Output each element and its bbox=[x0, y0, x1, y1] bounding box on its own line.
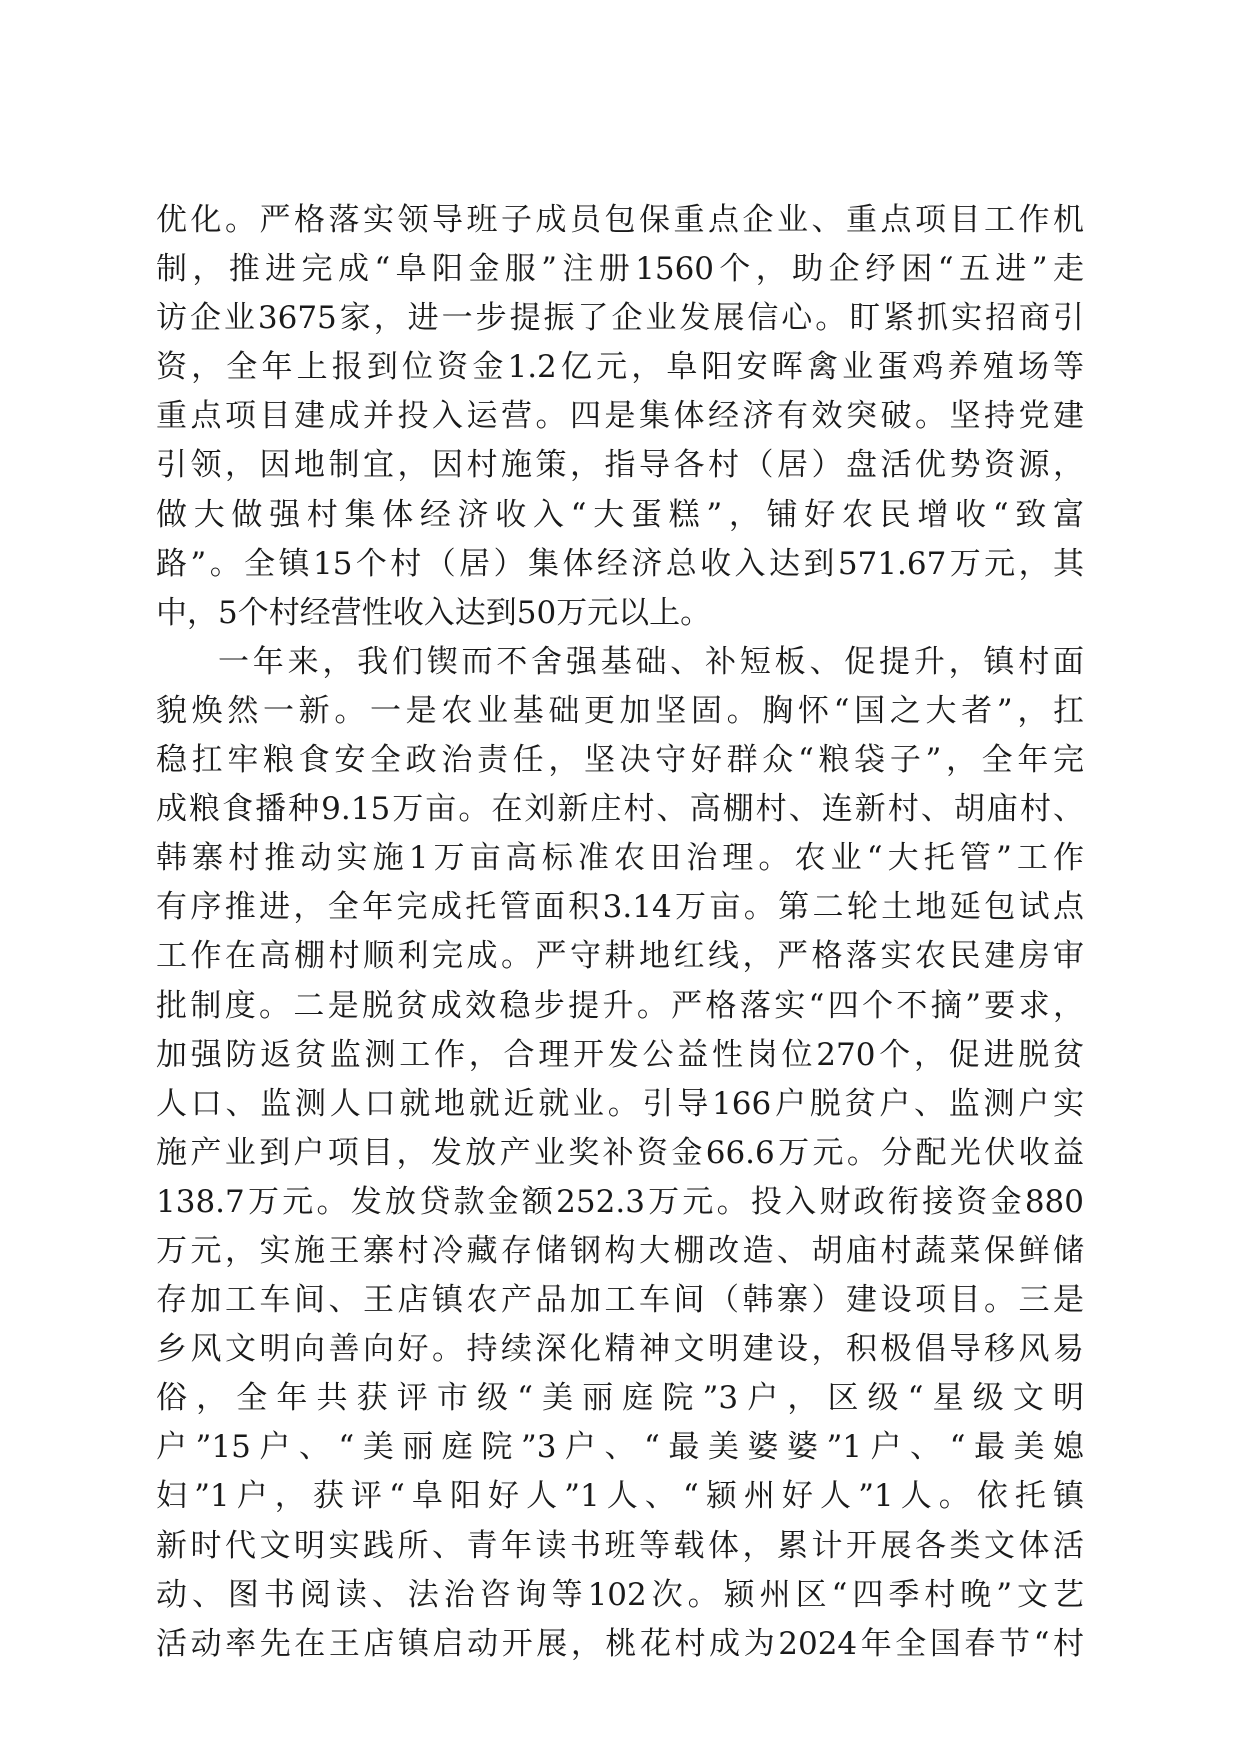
text-line: 重点项目建成并投入运营。四是集体经济有效突破。坚持党建 bbox=[156, 398, 1084, 435]
text-line: 制，推进完成“阜阳金服”注册1560个，助企纾困“五进”走 bbox=[156, 251, 1084, 288]
text-line: 韩寨村推动实施1万亩高标准农田治理。农业“大托管”工作 bbox=[156, 840, 1084, 877]
text-line: 工作在高棚村顺利完成。严守耕地红线，严格落实农民建房审 bbox=[156, 938, 1084, 975]
text-line: 稳扛牢粮食安全政治责任，坚决守好群众“粮袋子”，全年完 bbox=[156, 742, 1084, 779]
text-line: 成粮食播种9.15万亩。在刘新庄村、高棚村、连新村、胡庙村、 bbox=[156, 791, 1084, 828]
text-line: 加强防返贫监测工作，合理开发公益性岗位270个，促进脱贫 bbox=[156, 1036, 1084, 1073]
text-line: 访企业3675家，进一步提振了企业发展信心。盯紧抓实招商引 bbox=[156, 300, 1084, 337]
text-line: 路”。全镇15个村（居）集体经济总收入达到571.67万元，其 bbox=[156, 545, 1084, 582]
text-line: 资，全年上报到位资金1.2亿元，阜阳安晖禽业蛋鸡养殖场等 bbox=[156, 349, 1084, 386]
text-line: 一年来，我们锲而不舍强基础、补短板、促提升，镇村面 bbox=[218, 643, 1084, 680]
text-line: 存加工车间、王店镇农产品加工车间（韩寨）建设项目。三是 bbox=[156, 1282, 1084, 1319]
text-line: 万元，实施王寨村冷藏存储钢构大棚改造、胡庙村蔬菜保鲜储 bbox=[156, 1232, 1084, 1269]
text-line: 引领，因地制宜，因村施策，指导各村（居）盘活优势资源， bbox=[156, 447, 1084, 484]
text-line: 有序推进，全年完成托管面积3.14万亩。第二轮土地延包试点 bbox=[156, 889, 1084, 926]
text-line: 活动率先在王店镇启动开展，桃花村成为2024年全国春节“村 bbox=[156, 1625, 1084, 1662]
text-line: 妇”1户，获评“阜阳好人”1人、“颍州好人”1人。依托镇 bbox=[156, 1478, 1084, 1515]
text-line: 乡风文明向善向好。持续深化精神文明建设，积极倡导移风易 bbox=[156, 1331, 1084, 1368]
text-line: 户”15户、“美丽庭院”3户、“最美婆婆”1户、“最美媳 bbox=[156, 1429, 1084, 1466]
text-line: 施产业到户项目，发放产业奖补资金66.6万元。分配光伏收益 bbox=[156, 1134, 1084, 1171]
text-line: 优化。严格落实领导班子成员包保重点企业、重点项目工作机 bbox=[156, 202, 1084, 238]
text-line: 138.7万元。发放贷款金额252.3万元。投入财政衔接资金880 bbox=[156, 1183, 1084, 1220]
text-line: 貌焕然一新。一是农业基础更加坚固。胸怀“国之大者”，扛 bbox=[156, 692, 1084, 729]
text-line: 做大做强村集体经济收入“大蛋糕”，铺好农民增收“致富 bbox=[156, 496, 1084, 533]
text-line: 人口、监测人口就地就近就业。引导166户脱贫户、监测户实 bbox=[156, 1085, 1084, 1122]
text-line: 新时代文明实践所、青年读书班等载体，累计开展各类文体活 bbox=[156, 1527, 1084, 1564]
text-line: 动、图书阅读、法治咨询等102次。颍州区“四季村晚”文艺 bbox=[156, 1576, 1084, 1613]
text-line: 中，5个村经营性收入达到50万元以上。 bbox=[156, 594, 712, 631]
text-line: 批制度。二是脱贫成效稳步提升。严格落实“四个不摘”要求， bbox=[156, 987, 1084, 1024]
text-line: 俗，全年共获评市级“美丽庭院”3户，区级“星级文明 bbox=[156, 1380, 1084, 1417]
document-body bbox=[156, 196, 1084, 1669]
